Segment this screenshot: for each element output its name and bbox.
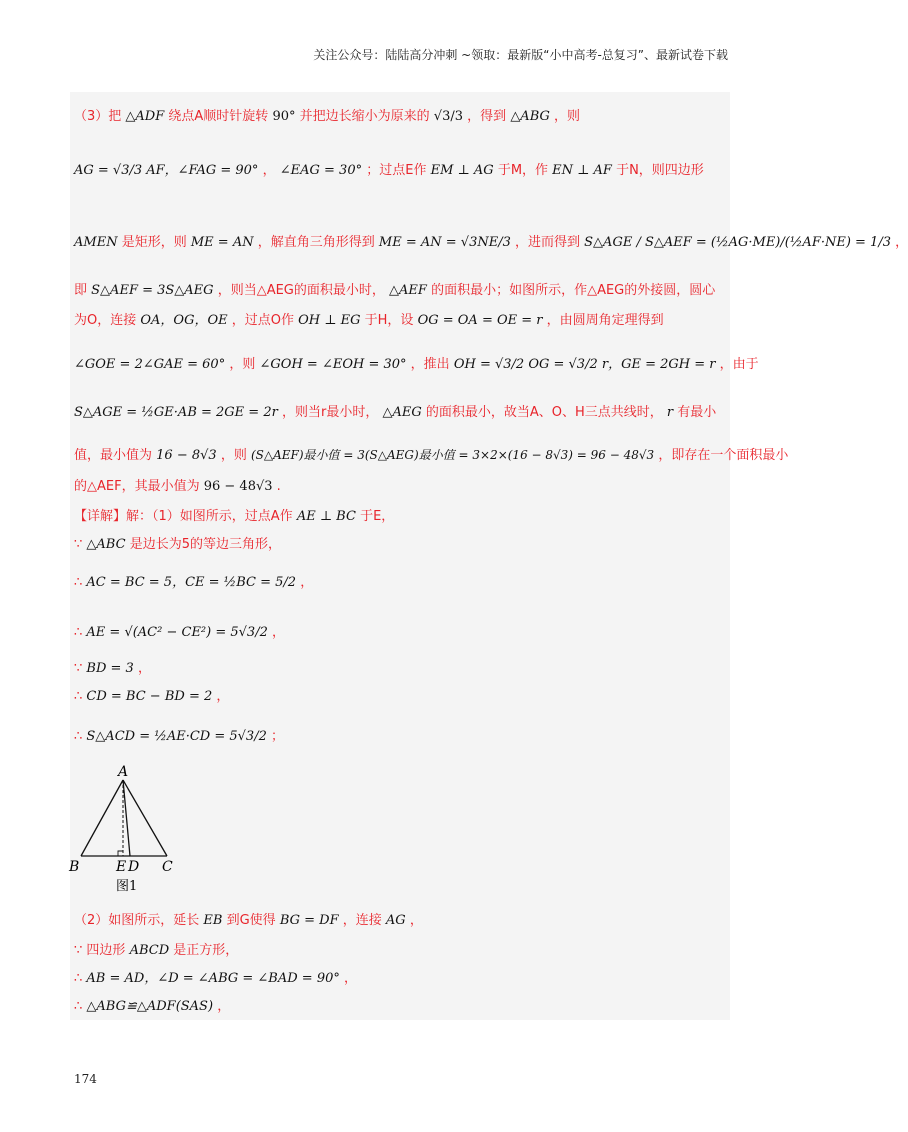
formula: △AEG <box>382 405 422 420</box>
formula: S△AGE / S△AEF = (½AG·ME)/(½AF·NE) = 1/3 <box>584 235 891 250</box>
formula: r <box>666 405 674 420</box>
text: . <box>276 479 281 494</box>
text: ， <box>895 235 908 250</box>
text: 【详解】解：（1）如图所示，过点A作 <box>74 509 293 524</box>
formula: EN ⊥ AF <box>552 163 612 178</box>
text: ，则 <box>229 357 256 372</box>
solution-line-15 <box>74 688 724 706</box>
text: ，由圆周角定理得到 <box>546 313 664 328</box>
formula: AC = BC = 5，CE = ½BC = 5/2 <box>86 575 297 590</box>
solution-line-5 <box>74 312 724 330</box>
formula: AE ⊥ BC <box>296 509 356 524</box>
solution-line-12 <box>74 574 724 592</box>
solution-line-6 <box>74 356 759 374</box>
text: （3）把 <box>74 109 122 124</box>
text: 绕点A顺时针旋转 <box>168 109 269 124</box>
solution-line-10 <box>74 508 724 526</box>
label-c: C <box>162 859 173 875</box>
text: 于M，作 <box>497 163 549 178</box>
text: ，得到 <box>467 109 507 124</box>
formula: △ABC <box>86 537 126 552</box>
text: 是边长为5的等边三角形， <box>129 537 281 552</box>
label-d: D <box>128 859 140 875</box>
solution-line-2 <box>74 162 724 180</box>
formula: 96 − 48√3 <box>203 479 273 494</box>
formula: (S△AEF)最小值 = 3(S△AEG)最小值 = 3×2×(16 − 8√3) = 96 − 48√3 <box>250 448 655 462</box>
text: 是正方形， <box>173 943 239 958</box>
text: ； <box>270 729 284 744</box>
text: 并把边长缩小为原来的 <box>299 109 430 124</box>
text: 四边形 <box>86 943 126 958</box>
text: 于N，则四边形 <box>616 163 704 178</box>
formula: S△AGE = ½GE·AB = 2GE = 2r <box>74 405 278 420</box>
because-symbol: ∵ <box>74 537 87 552</box>
formula: AG <box>385 913 406 928</box>
text: ，即存在一个面积最小 <box>658 448 789 463</box>
formula: ∠EAG = 30° <box>279 163 363 178</box>
formula: 16 − 8√3 <box>156 448 217 463</box>
label-e: E <box>116 859 127 875</box>
text: 有最小 <box>677 405 717 420</box>
text: ， <box>344 971 358 986</box>
text: ，则 <box>220 448 247 463</box>
formula: EM ⊥ AG <box>430 163 494 178</box>
solution-line-16 <box>74 728 724 746</box>
text: ， <box>409 913 423 928</box>
text: ，则当△AEG的面积最小时， <box>217 283 385 298</box>
formula: △ABG≌△ADF(SAS) <box>86 999 214 1014</box>
triangle-abg: △ABG <box>510 109 550 124</box>
solution-line-14 <box>74 660 724 678</box>
formula: S△AEF = 3S△AEG <box>91 283 214 298</box>
text: ， <box>217 999 231 1014</box>
formula: AMEN <box>74 235 118 250</box>
formula: AG = √3/3 AF，∠FAG = 90° <box>74 163 259 178</box>
therefore-symbol: ∴ <box>74 729 87 744</box>
text: 的面积最小，故当A、O、H三点共线时， <box>425 405 663 420</box>
text: 于E， <box>360 509 395 524</box>
solution-line-19 <box>74 970 724 988</box>
triangle-adf: △ADF <box>125 109 165 124</box>
solution-line-7 <box>74 404 724 422</box>
solution-line-20 <box>74 998 724 1016</box>
page-header: 关注公众号：陆陆高分冲刺 ~领取：最新版“小中高考-总复习”、最新试卷下载 <box>313 48 728 62</box>
formula: OH ⊥ EG <box>298 313 361 328</box>
formula: OA，OG，OE <box>140 313 228 328</box>
text: 即 <box>74 283 88 298</box>
text: ， <box>272 625 286 640</box>
solution-line-13 <box>74 624 724 642</box>
therefore-symbol: ∴ <box>74 971 87 986</box>
formula: OG = OA = OE = r <box>417 313 543 328</box>
therefore-symbol: ∴ <box>74 999 87 1014</box>
solution-line-9 <box>74 478 724 496</box>
text: ，由于 <box>719 357 759 372</box>
label-b: B <box>69 859 80 875</box>
text: ，则 <box>554 109 581 124</box>
text: 的△AEF，其最小值为 <box>74 479 200 494</box>
text: 的面积最小；如图所示，作△AEG的外接圆，圆心 <box>431 283 716 298</box>
sqrt3-over-3: √3/3 <box>433 109 464 124</box>
angle-90: 90° <box>272 109 296 124</box>
solution-line-4 <box>74 282 724 300</box>
label-a: A <box>118 764 129 780</box>
solution-line-8 <box>74 446 789 465</box>
text: ；过点E作 <box>366 163 427 178</box>
side-ab <box>81 780 123 856</box>
solution-line-11 <box>74 536 724 554</box>
formula: S△ACD = ½AE·CD = 5√3/2 <box>86 729 267 744</box>
page-number: 174 <box>74 1072 97 1086</box>
text: 于H，设 <box>364 313 414 328</box>
right-angle-mark <box>118 851 123 856</box>
formula: △AEF <box>389 283 427 298</box>
text: ，进而得到 <box>515 235 581 250</box>
text: ，解直角三角形得到 <box>257 235 375 250</box>
solution-line-18 <box>74 942 724 960</box>
text: ，过点O作 <box>231 313 294 328</box>
formula: ∠GOH = ∠EOH = 30° <box>259 357 407 372</box>
formula: EB <box>203 913 223 928</box>
formula: AB = AD，∠D = ∠ABG = ∠BAD = 90° <box>86 971 340 986</box>
formula: OH = √3/2 OG = √3/2 r，GE = 2GH = r <box>453 357 716 372</box>
text: ，连接 <box>342 913 382 928</box>
text: 到G使得 <box>226 913 276 928</box>
text: ，推出 <box>410 357 450 372</box>
formula: ∠GOE = 2∠GAE = 60° <box>74 357 226 372</box>
therefore-symbol: ∴ <box>74 689 87 704</box>
text: ， <box>262 163 276 178</box>
because-symbol: ∵ <box>74 661 87 676</box>
formula: BD = 3 <box>86 661 134 676</box>
therefore-symbol: ∴ <box>74 575 87 590</box>
therefore-symbol: ∴ <box>74 625 87 640</box>
formula: CD = BC − BD = 2 <box>86 689 213 704</box>
formula: ABCD <box>129 943 170 958</box>
solution-line-1 <box>74 108 724 126</box>
text: ， <box>137 661 151 676</box>
formula: ME = AN = √3NE/3 <box>378 235 511 250</box>
text: （2）如图所示，延长 <box>74 913 200 928</box>
text: ， <box>300 575 314 590</box>
text: 值，最小值为 <box>74 448 153 463</box>
figure-caption: 图1 <box>116 879 138 894</box>
text: ，则当r最小时， <box>281 405 379 420</box>
text: 是矩形，则 <box>121 235 187 250</box>
formula: BG = DF <box>279 913 339 928</box>
formula: ME = AN <box>190 235 254 250</box>
figure-1-triangle <box>66 762 196 898</box>
because-symbol: ∵ <box>74 943 87 958</box>
solution-line-3 <box>74 234 908 252</box>
solution-line-17 <box>74 912 724 930</box>
formula: AE = √(AC² − CE²) = 5√3/2 <box>86 625 268 640</box>
text: 为O，连接 <box>74 313 137 328</box>
text: ， <box>216 689 230 704</box>
